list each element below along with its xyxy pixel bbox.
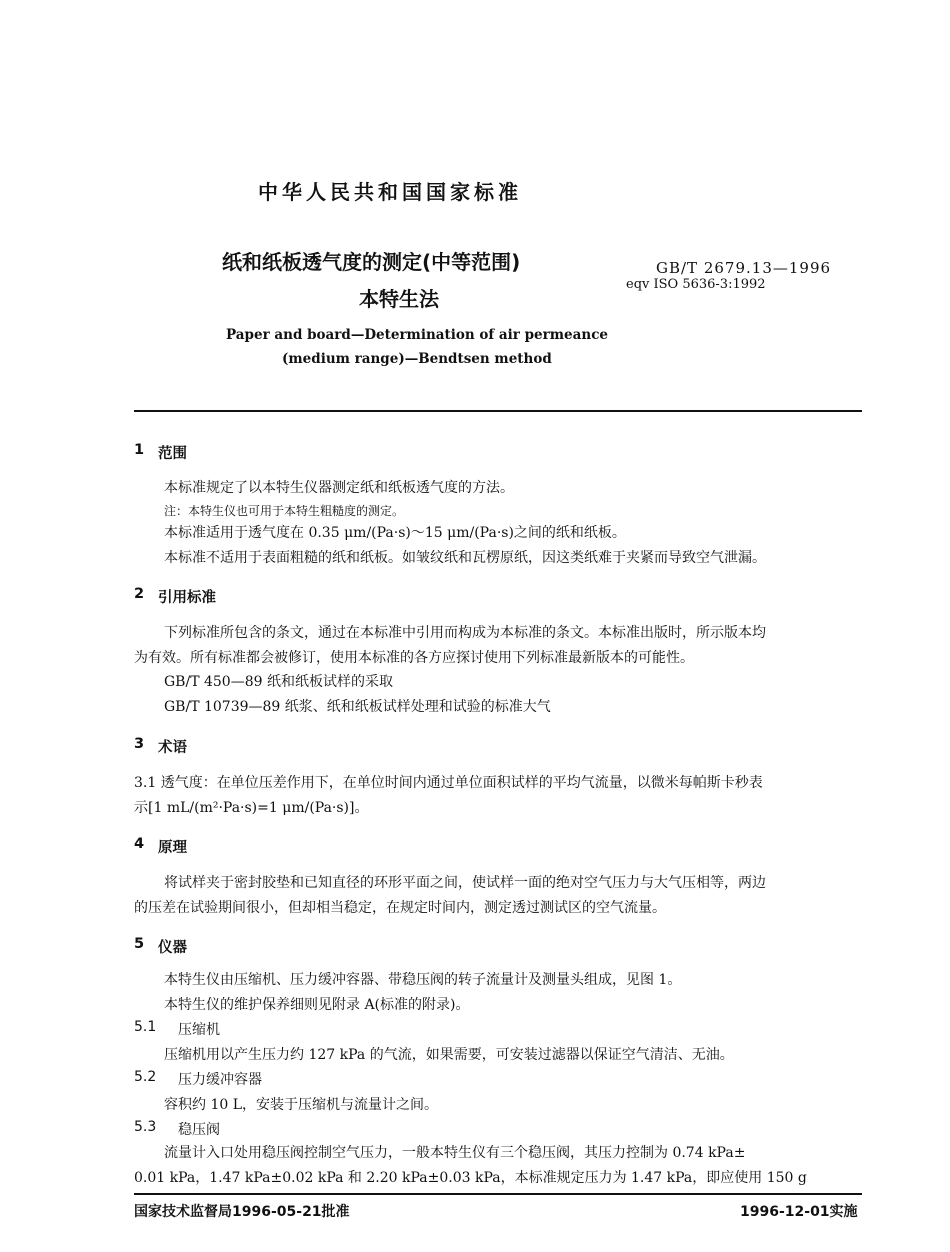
- section-3-line2: 示[1 mL/(m²·Pa·s)=1 μm/(Pa·s)]。: [134, 800, 369, 816]
- reference-1: GB/T 450—89 纸和纸板试样的采取: [164, 674, 393, 690]
- section-5-3-title: 稳压阀: [178, 1122, 220, 1138]
- section-5-3-line1: 流量计入口处用稳压阀控制空气压力，一般本特生仪有三个稳压阀，其压力控制为 0.74 kPa±: [164, 1145, 746, 1161]
- section-3-title: 术语: [158, 740, 187, 756]
- section-4-line1: 将试样夹于密封胶垫和已知直径的环形平面之间，使试样一面的绝对空气压力与大气压相等，两边: [164, 875, 766, 891]
- section-1-note: 注：本特生仪也可用于本特生粗糙度的测定。: [164, 504, 405, 518]
- section-5-p2: 本特生仪的维护保养细则见附录 A(标准的附录)。: [164, 997, 470, 1013]
- section-5-3-number: 5.3: [134, 1119, 157, 1135]
- section-2-title: 引用标准: [158, 590, 216, 606]
- section-5-number: 5: [134, 936, 145, 952]
- section-5-1-title: 压缩机: [178, 1022, 220, 1038]
- equivalence: eqv ISO 5636-3:1992: [626, 277, 766, 292]
- approval-date: 国家技术监督局1996-05-21批准: [134, 1204, 350, 1220]
- header-rule: [134, 410, 862, 412]
- section-3-line1: 3.1 透气度：在单位压差作用下，在单位时间内通过单位面积试样的平均气流量，以微米每帕斯卡秒表: [134, 775, 763, 791]
- section-1-p2: 本标准适用于透气度在 0.35 μm/(Pa·s)～15 μm/(Pa·s)之间的纸和纸板。: [164, 525, 626, 541]
- footer-rule: [134, 1193, 862, 1195]
- section-1-number: 1: [134, 442, 145, 458]
- section-5-1-number: 5.1: [134, 1019, 157, 1035]
- section-5-2-number: 5.2: [134, 1069, 157, 1085]
- title-en-line2: (medium range)—Bendtsen method: [282, 351, 552, 367]
- section-5-2-text: 容积约 10 L，安装于压缩机与流量计之间。: [164, 1097, 439, 1113]
- section-3-number: 3: [134, 736, 145, 752]
- section-5-3-line2: 0.01 kPa，1.47 kPa±0.02 kPa 和 2.20 kPa±0.03 kPa，本标准规定压力为 1.47 kPa，即应使用 150 g: [134, 1170, 807, 1186]
- section-5-2-title: 压力缓冲容器: [178, 1072, 262, 1088]
- section-4-title: 原理: [158, 840, 187, 856]
- title-cn-line1: 纸和纸板透气度的测定(中等范围): [222, 250, 521, 274]
- title-en-line1: Paper and board—Determination of air permeance: [226, 327, 609, 343]
- section-1-title: 范围: [158, 446, 187, 462]
- section-4-line2: 的压差在试验期间很小，但却相当稳定，在规定时间内，测定透过测试区的空气流量。: [134, 900, 666, 916]
- section-2-number: 2: [134, 586, 145, 602]
- section-1-p1: 本标准规定了以本特生仪器测定纸和纸板透气度的方法。: [164, 480, 514, 496]
- title-cn-line2: 本特生法: [359, 287, 439, 311]
- standard-code: GB/T 2679.13—1996: [656, 259, 832, 277]
- section-5-title: 仪器: [158, 940, 187, 956]
- section-4-number: 4: [134, 836, 145, 852]
- section-2-p1-line2: 为有效。所有标准都会被修订，使用本标准的各方应探讨使用下列标准最新版本的可能性。: [134, 650, 694, 666]
- section-1-p3: 本标准不适用于表面粗糙的纸和纸板。如皱纹纸和瓦楞原纸，因这类纸难于夹紧而导致空气泄漏。: [164, 550, 766, 566]
- section-5-1-text: 压缩机用以产生压力约 127 kPa 的气流，如果需要，可安装过滤器以保证空气清洁、无油。: [164, 1047, 734, 1063]
- reference-2: GB/T 10739—89 纸浆、纸和纸板试样处理和试验的标准大气: [164, 699, 551, 715]
- implementation-date: 1996-12-01实施: [740, 1204, 858, 1220]
- section-5-p1: 本特生仪由压缩机、压力缓冲容器、带稳压阀的转子流量计及测量头组成，见图 1。: [164, 972, 682, 988]
- section-2-p1-line1: 下列标准所包含的条文，通过在本标准中引用而构成为本标准的条文。本标准出版时，所示版本均: [164, 625, 766, 641]
- org-title: 中华人民共和国国家标准: [258, 180, 522, 204]
